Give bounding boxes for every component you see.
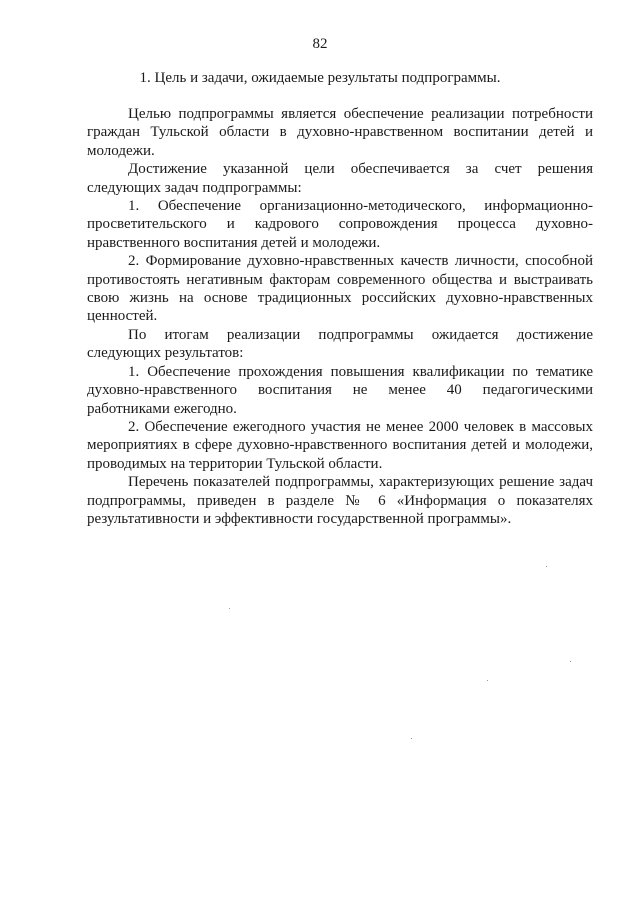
paragraph-result-2: 2. Обеспечение ежегодного участия не менее 2000 человек в массовых мероприятиях в сфере духовно-нравственного воспитания детей и молодежи, проводимых на территории Тульской области. xyxy=(87,418,593,472)
paragraph-tasks-intro: Достижение указанной цели обеспечивается за счет решения следующих задач подпрограммы: xyxy=(87,161,593,196)
paragraph-task-2: 2. Формирование духовно-нравственных качеств личности, способной противостоять негативным факторам современного общества и выстраивать свою жизнь на основе традиционных российских духовно-нравственных ценностей. xyxy=(87,253,593,325)
paragraph-result-1: 1. Обеспечение прохождения повышения квалификации по тематике духовно-нравственного воспитания не менее 40 педагогическими работниками ежегодно. xyxy=(87,363,593,417)
paragraph-results-intro: По итогам реализации подпрограммы ожидается достижение следующих результатов: xyxy=(87,326,593,362)
page-number: 82 xyxy=(312,36,328,52)
paragraph-goal: Целью подпрограммы является обеспечение реализации потребности граждан Тульской области в духовно-нравственном воспитании детей и молодежи. xyxy=(87,106,593,159)
section-heading: 1. Цель и задачи, ожидаемые результаты подпрограммы. xyxy=(139,70,501,86)
paragraph-task-1: 1. Обеспечение организационно-методического, информационно-просветительского и кадрового сопровождения процесса духовно-нравственного воспитания детей и молодежи. xyxy=(87,198,593,251)
paragraph-indicators: Перечень показателей подпрограммы, характеризующих решение задач подпрограммы, приведен в разделе № 6 «Информация о показателях результативности и эффективности государственной программы». xyxy=(87,474,593,527)
document-body xyxy=(87,105,593,528)
